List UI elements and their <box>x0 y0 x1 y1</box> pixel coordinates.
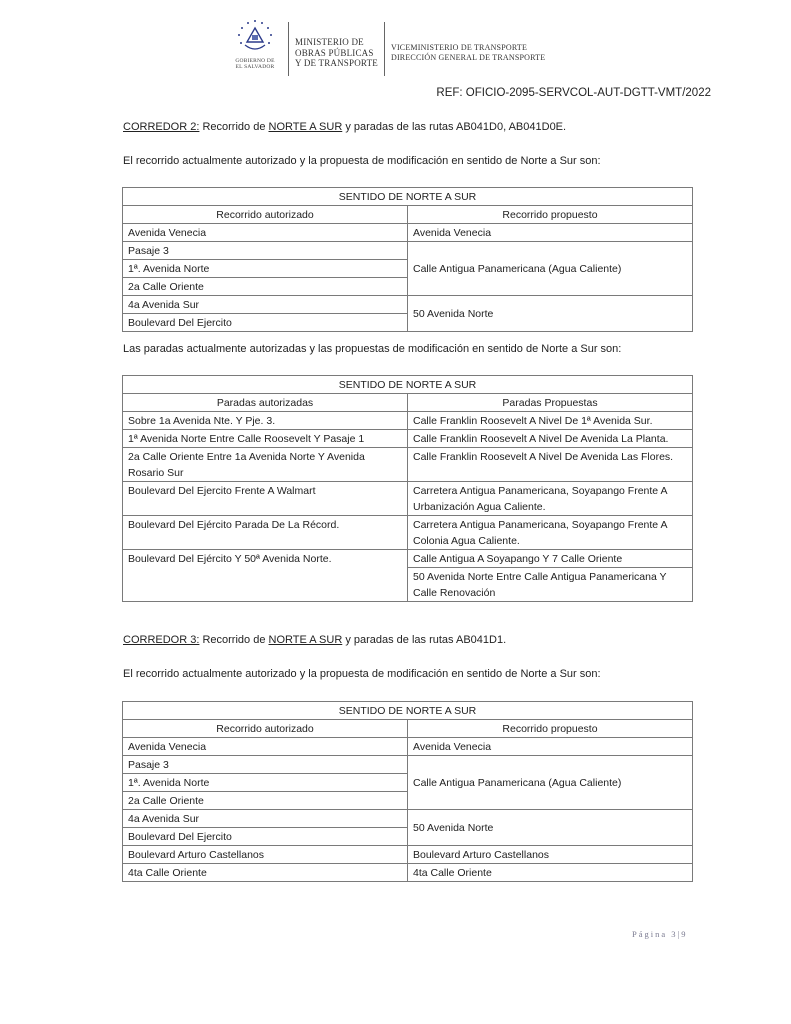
table-title: SENTIDO DE NORTE A SUR <box>123 188 693 206</box>
table-cell: 50 Avenida Norte Entre Calle Antigua Panamericana Y Calle Renovación <box>408 568 693 602</box>
column-header: Paradas autorizadas <box>123 394 408 412</box>
column-header: Paradas Propuestas <box>408 394 693 412</box>
table-cell: Calle Antigua Panamericana (Agua Caliente) <box>408 756 693 810</box>
table-cell: Calle Franklin Roosevelt A Nivel De Avenida Las Flores. <box>408 448 693 482</box>
table-cell: Boulevard Del Ejercito <box>123 828 408 846</box>
table-row <box>123 846 693 864</box>
table-row <box>123 550 693 568</box>
route-intro-text: El recorrido actualmente autorizado y la propuesta de modificación en sentido de Norte a Sur son: <box>123 155 601 167</box>
table-cell: Calle Antigua A Soyapango Y 7 Calle Oriente <box>408 550 693 568</box>
table-cell: 1ª. Avenida Norte <box>123 774 408 792</box>
column-header: Recorrido autorizado <box>123 206 408 224</box>
ministry-line-1: MINISTERIO DE <box>295 37 364 47</box>
direction-label: NORTE A SUR <box>268 634 343 646</box>
vice-line-1: VICEMINISTERIO DE TRANSPORTE <box>390 43 528 52</box>
column-header: Recorrido autorizado <box>123 720 408 738</box>
gov-line-1: GOBIERNO DE <box>235 58 275 64</box>
government-name <box>228 58 282 70</box>
direction-label: NORTE A SUR <box>268 121 343 133</box>
table-row <box>123 756 693 774</box>
header-divider <box>384 22 385 76</box>
table-row <box>123 206 693 224</box>
table-cell: Carretera Antigua Panamericana, Soyapango Frente A Urbanización Agua Caliente. <box>408 482 693 516</box>
table-cell: Carretera Antigua Panamericana, Soyapango Frente A Colonia Agua Caliente. <box>408 516 693 550</box>
stops-intro-text: Las paradas actualmente autorizadas y las propuestas de modificación en sentido de Norte a Sur son: <box>123 343 622 355</box>
table-cell: Boulevard Del Ejercito <box>123 314 408 332</box>
table-cell: Calle Franklin Roosevelt A Nivel De 1ª Avenida Sur. <box>408 412 693 430</box>
vice-ministry-name <box>391 43 545 63</box>
vice-line-2: DIRECCIÓN GENERAL DE TRANSPORTE <box>390 53 546 62</box>
table-cell: 50 Avenida Norte <box>408 810 693 846</box>
gov-line-2: EL SALVADOR <box>235 64 275 70</box>
table-cell: 4a Avenida Sur <box>123 296 408 314</box>
route-codes: AB041D0, AB041D0E. <box>456 121 567 133</box>
table-row <box>123 864 693 882</box>
table-cell: Avenida Venecia <box>408 224 693 242</box>
reference-number: REF: OFICIO-2095-SERVCOL-AUT-DGTT-VMT/2022 <box>436 87 711 99</box>
table-cell: Boulevard Del Ejército Parada De La Récord. <box>123 516 408 550</box>
table-row <box>123 296 693 314</box>
table-cell: Pasaje 3 <box>123 242 408 260</box>
table-cell: Calle Antigua Panamericana (Agua Caliente) <box>408 242 693 296</box>
route-intro-text: El recorrido actualmente autorizado y la propuesta de modificación en sentido de Norte a Sur son: <box>123 668 601 680</box>
el-salvador-seal-icon <box>236 18 274 56</box>
table-cell: 2a Calle Oriente Entre 1a Avenida Norte Y Avenida Rosario Sur <box>123 448 408 482</box>
heading-text: y paradas de las rutas <box>342 634 456 646</box>
table-cell: Sobre 1a Avenida Nte. Y Pje. 3. <box>123 412 408 430</box>
heading-text: Recorrido de <box>199 121 269 133</box>
stops-table-corredor-2 <box>122 375 693 602</box>
table-row <box>123 188 693 206</box>
header-divider <box>288 22 289 76</box>
column-header: Recorrido propuesto <box>408 206 693 224</box>
ministry-name <box>295 37 378 69</box>
table-title: SENTIDO DE NORTE A SUR <box>123 702 693 720</box>
route-table-corredor-2 <box>122 187 693 332</box>
table-row <box>123 482 693 516</box>
table-row <box>123 702 693 720</box>
ministry-line-2: OBRAS PÚBLICAS <box>295 47 374 58</box>
table-cell: Avenida Venecia <box>123 224 408 242</box>
table-row <box>123 448 693 482</box>
ministry-line-3: Y DE TRANSPORTE <box>295 58 378 68</box>
table-row <box>123 430 693 448</box>
corredor-label: CORREDOR 2: <box>123 121 200 133</box>
table-cell: 4ta Calle Oriente <box>408 864 693 882</box>
corredor-3-heading <box>123 634 506 646</box>
table-cell: Pasaje 3 <box>123 756 408 774</box>
corredor-label: CORREDOR 3: <box>123 634 200 646</box>
table-row <box>123 376 693 394</box>
table-row <box>123 738 693 756</box>
table-row <box>123 720 693 738</box>
route-table-corredor-3 <box>122 701 693 882</box>
table-row <box>123 412 693 430</box>
table-row <box>123 810 693 828</box>
table-row <box>123 242 693 260</box>
table-row <box>123 394 693 412</box>
table-cell: 1ª Avenida Norte Entre Calle Roosevelt Y Pasaje 1 <box>123 430 408 448</box>
table-cell: Boulevard Arturo Castellanos <box>123 846 408 864</box>
table-cell: 1ª. Avenida Norte <box>123 260 408 278</box>
table-cell: Boulevard Del Ejército Y 50ª Avenida Norte. <box>123 550 408 602</box>
table-cell: Avenida Venecia <box>123 738 408 756</box>
table-cell: Boulevard Del Ejercito Frente A Walmart <box>123 482 408 516</box>
table-cell: 4ta Calle Oriente <box>123 864 408 882</box>
page-number: Página 3|9 <box>632 929 688 939</box>
table-cell: 4a Avenida Sur <box>123 810 408 828</box>
table-row <box>123 224 693 242</box>
letterhead <box>228 18 545 82</box>
table-cell: 2a Calle Oriente <box>123 792 408 810</box>
table-cell: Avenida Venecia <box>408 738 693 756</box>
heading-text: y paradas de las rutas <box>342 121 456 133</box>
corredor-2-heading <box>123 121 566 133</box>
table-cell: Boulevard Arturo Castellanos <box>408 846 693 864</box>
table-title: SENTIDO DE NORTE A SUR <box>123 376 693 394</box>
government-seal-block <box>228 18 282 70</box>
table-cell: 2a Calle Oriente <box>123 278 408 296</box>
table-cell: Calle Franklin Roosevelt A Nivel De Avenida La Planta. <box>408 430 693 448</box>
table-row <box>123 516 693 550</box>
route-codes: AB041D1. <box>456 634 507 646</box>
heading-text: Recorrido de <box>199 634 269 646</box>
table-cell: 50 Avenida Norte <box>408 296 693 332</box>
column-header: Recorrido propuesto <box>408 720 693 738</box>
